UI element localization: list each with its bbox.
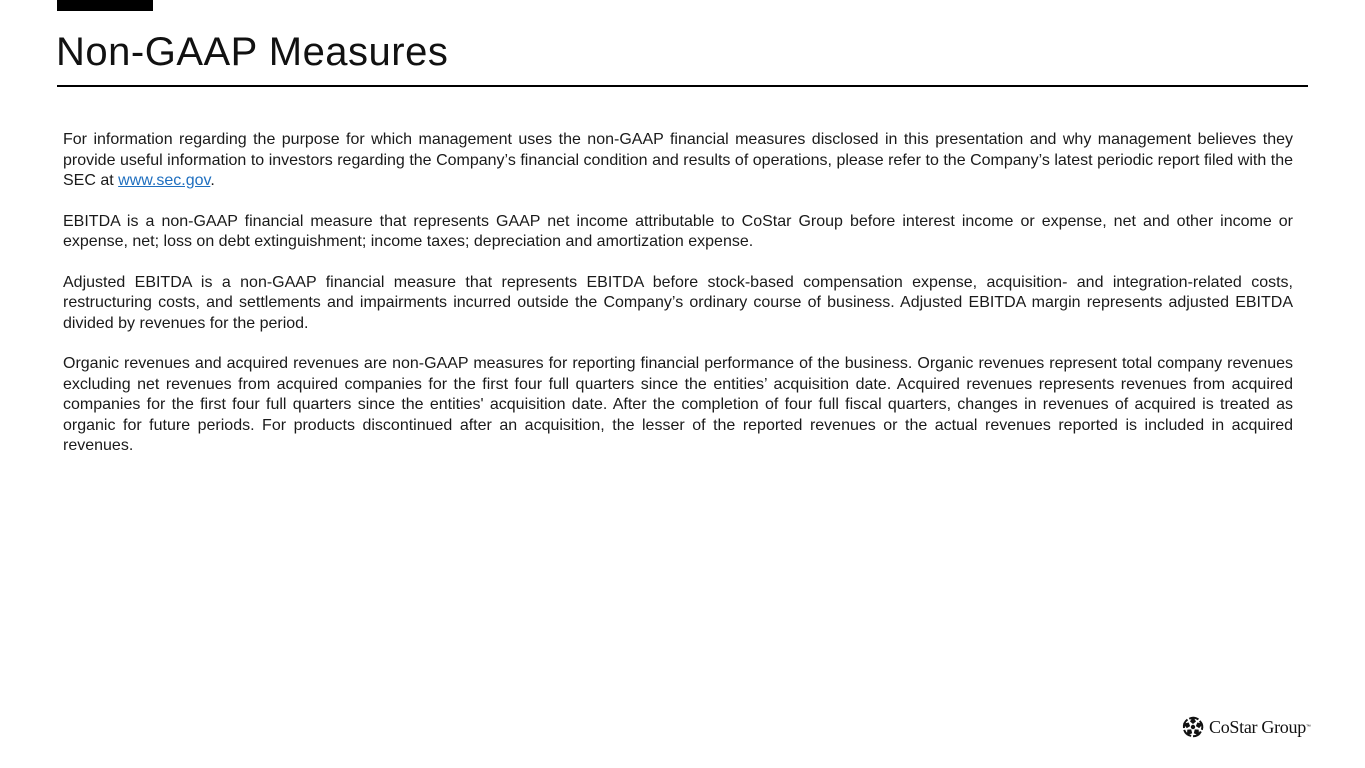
paragraph-ebitda: EBITDA is a non-GAAP financial measure that represents GAAP net income attributable to CoStar Group before interest income or expense, net and other income or expense, net; loss on debt extinguishment; income taxes; depreciation and amortization expense. [63,212,1293,250]
paragraph-sec-text: For information regarding the purpose for which management uses the non-GAAP financial measures disclosed in this presentation and why management believes they provide useful information to investors regarding the Company’s financial condition and results of operations, please refer to the Company’s latest periodic report filed with the SEC at [63,131,1293,189]
costar-star-icon [1181,715,1205,739]
sec-gov-link[interactable]: www.sec.gov [118,172,211,189]
paragraph-adjusted-ebitda: Adjusted EBITDA is a non-GAAP financial measure that represents EBITDA before stock-based compensation expense, acquisition- and integration-related costs, restructuring costs, and settlements and impairments incurred outside the Company’s ordinary course of business. Adjusted EBITDA margin represents adjusted EBITDA divided by revenues for the period. [63,273,1293,332]
paragraph-sec-reference [63,130,1293,192]
paragraph-sec-period: . [210,172,215,189]
costar-group-logo [1181,714,1311,740]
title-divider [57,85,1308,87]
logo-wordmark: CoStar Group [1209,717,1306,737]
body-text [63,130,1293,477]
header-accent-bar [57,0,153,11]
page-title: Non-GAAP Measures [56,30,449,74]
paragraph-organic-revenues: Organic revenues and acquired revenues are non-GAAP measures for reporting financial performance of the business. Organic revenues represent total company revenues excluding net revenues from acquired companies for the first four full quarters since the entities’ acquisition date. Acquired revenues represents revenues from acquired companies for the first four full quarters since the entities' acquisition date. After the completion of four full fiscal quarters, changes in revenues of acquired is treated as organic for future periods. For products discontinued after an acquisition, the lesser of the reported revenues or the actual revenues reported is included in acquired revenues. [63,355,1293,454]
logo-trademark: ™ [1305,724,1311,730]
